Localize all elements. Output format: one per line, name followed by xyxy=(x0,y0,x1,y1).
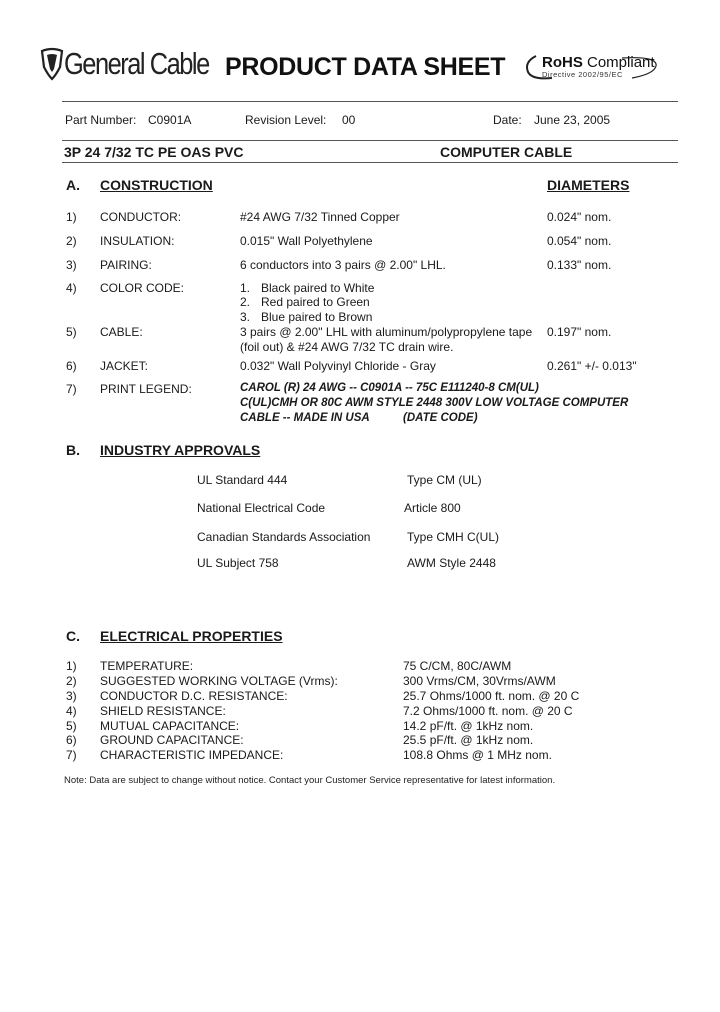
construction-row-diameter: 0.024" nom. xyxy=(547,210,612,224)
print-legend-date-code: (DATE CODE) xyxy=(403,412,478,424)
construction-row-value: 0.015" Wall Polyethylene xyxy=(240,234,373,248)
cable-value-line2: (foil out) & #24 AWG 7/32 TC drain wire. xyxy=(240,340,454,354)
construction-row-num: 3) xyxy=(66,258,77,272)
section-c-letter: C. xyxy=(66,628,80,644)
color-code-item-num: 2. xyxy=(240,295,251,309)
electrical-row-value: 300 Vrms/CM, 30Vrms/AWM xyxy=(403,674,556,688)
electrical-row-num: 6) xyxy=(66,733,77,747)
product-divider xyxy=(62,162,678,163)
construction-row-num: 2) xyxy=(66,234,77,248)
date-value: June 23, 2005 xyxy=(534,113,611,127)
electrical-row-num: 5) xyxy=(66,719,77,733)
approval-name: UL Standard 444 xyxy=(197,473,288,487)
disclaimer-note: Note: Data are subject to change without notice. Contact your Customer Service representative for latest information. xyxy=(64,775,556,786)
color-code-item: Blue paired to Brown xyxy=(261,310,373,324)
cable-value-line1: 3 pairs @ 2.00" LHL with aluminum/polypropylene tape xyxy=(240,325,533,339)
electrical-row-num: 7) xyxy=(66,748,77,762)
approval-value: Article 800 xyxy=(404,501,461,515)
color-code-item: Black paired to White xyxy=(261,281,375,295)
rohs-title: RoHS Compliant xyxy=(542,54,655,71)
electrical-row-label: CHARACTERISTIC IMPEDANCE: xyxy=(100,748,284,762)
jacket-diameter: 0.261" +/- 0.013" xyxy=(547,359,637,373)
construction-row-diameter: 0.054" nom. xyxy=(547,234,612,248)
product-type: COMPUTER CABLE xyxy=(440,144,573,160)
revision-label: Revision Level: xyxy=(245,113,327,127)
electrical-row-value: 25.5 pF/ft. @ 1kHz nom. xyxy=(403,733,534,747)
electrical-row-label: TEMPERATURE: xyxy=(100,659,194,673)
jacket-num: 6) xyxy=(66,359,77,373)
construction-row-label: PAIRING: xyxy=(100,258,152,272)
electrical-row-value: 14.2 pF/ft. @ 1kHz nom. xyxy=(403,719,534,733)
electrical-row-value: 7.2 Ohms/1000 ft. nom. @ 20 C xyxy=(403,704,573,718)
construction-row-value: #24 AWG 7/32 Tinned Copper xyxy=(240,210,400,224)
meta-divider xyxy=(62,140,678,141)
logo-text: General Cable xyxy=(64,46,209,81)
color-code-item-num: 3. xyxy=(240,310,251,324)
cable-diameter: 0.197" nom. xyxy=(547,325,612,339)
rohs-badge xyxy=(522,54,662,80)
approval-name: Canadian Standards Association xyxy=(197,530,371,544)
electrical-row-num: 2) xyxy=(66,674,77,688)
electrical-heading: ELECTRICAL PROPERTIES xyxy=(100,628,283,644)
construction-row-diameter: 0.133" nom. xyxy=(547,258,612,272)
color-code-item: Red paired to Green xyxy=(261,295,370,309)
construction-row-num: 1) xyxy=(66,210,77,224)
approval-value: Type CMH C(UL) xyxy=(407,530,500,544)
rohs-directive: Directive 2002/95/EC xyxy=(542,70,623,79)
section-a-letter: A. xyxy=(66,177,80,193)
general-cable-emblem-icon xyxy=(40,47,64,81)
electrical-row-label: SUGGESTED WORKING VOLTAGE (Vrms): xyxy=(100,674,338,688)
electrical-row-label: SHIELD RESISTANCE: xyxy=(100,704,226,718)
electrical-row-num: 3) xyxy=(66,689,77,703)
cable-label: CABLE: xyxy=(100,325,143,339)
print-legend-line2: C(UL)CMH OR 80C AWM STYLE 2448 300V LOW VOLTAGE COMPUTER xyxy=(240,397,629,409)
approvals-heading: INDUSTRY APPROVALS xyxy=(100,442,261,458)
print-legend-line3: CABLE -- MADE IN USA xyxy=(240,412,370,424)
part-number-value: C0901A xyxy=(148,113,192,127)
electrical-row-label: CONDUCTOR D.C. RESISTANCE: xyxy=(100,689,288,703)
diameters-heading: DIAMETERS xyxy=(547,177,630,193)
document-title: PRODUCT DATA SHEET xyxy=(225,53,506,81)
product-code: 3P 24 7/32 TC PE OAS PVC xyxy=(64,144,244,160)
approval-name: National Electrical Code xyxy=(197,501,326,515)
construction-heading: CONSTRUCTION xyxy=(100,177,213,193)
construction-row-value: 6 conductors into 3 pairs @ 2.00" LHL. xyxy=(240,258,446,272)
color-code-item-num: 1. xyxy=(240,281,251,295)
print-legend-label: PRINT LEGEND: xyxy=(100,382,192,396)
company-logo xyxy=(40,46,241,82)
electrical-row-value: 25.7 Ohms/1000 ft. nom. @ 20 C xyxy=(403,689,580,703)
section-b-letter: B. xyxy=(66,442,80,458)
electrical-row-value: 108.8 Ohms @ 1 MHz nom. xyxy=(403,748,552,762)
electrical-row-num: 1) xyxy=(66,659,77,673)
approval-value: Type CM (UL) xyxy=(407,473,482,487)
color-code-label: COLOR CODE: xyxy=(100,281,185,295)
construction-row-label: INSULATION: xyxy=(100,234,175,248)
approval-name: UL Subject 758 xyxy=(197,556,279,570)
print-legend-line1: CAROL (R) 24 AWG -- C0901A -- 75C E111240-8 CM(UL) xyxy=(240,382,539,394)
header-divider xyxy=(62,101,678,102)
construction-row-label: CONDUCTOR: xyxy=(100,210,182,224)
electrical-row-num: 4) xyxy=(66,704,77,718)
jacket-value: 0.032" Wall Polyvinyl Chloride - Gray xyxy=(240,359,436,373)
cable-num: 5) xyxy=(66,325,77,339)
part-number-label: Part Number: xyxy=(65,113,137,127)
electrical-row-label: GROUND CAPACITANCE: xyxy=(100,733,244,747)
print-legend-num: 7) xyxy=(66,382,77,396)
color-code-num: 4) xyxy=(66,281,77,295)
electrical-row-label: MUTUAL CAPACITANCE: xyxy=(100,719,240,733)
revision-value: 00 xyxy=(342,113,356,127)
jacket-label: JACKET: xyxy=(100,359,149,373)
date-label: Date: xyxy=(493,113,522,127)
electrical-row-value: 75 C/CM, 80C/AWM xyxy=(403,659,512,673)
approval-value: AWM Style 2448 xyxy=(407,556,496,570)
